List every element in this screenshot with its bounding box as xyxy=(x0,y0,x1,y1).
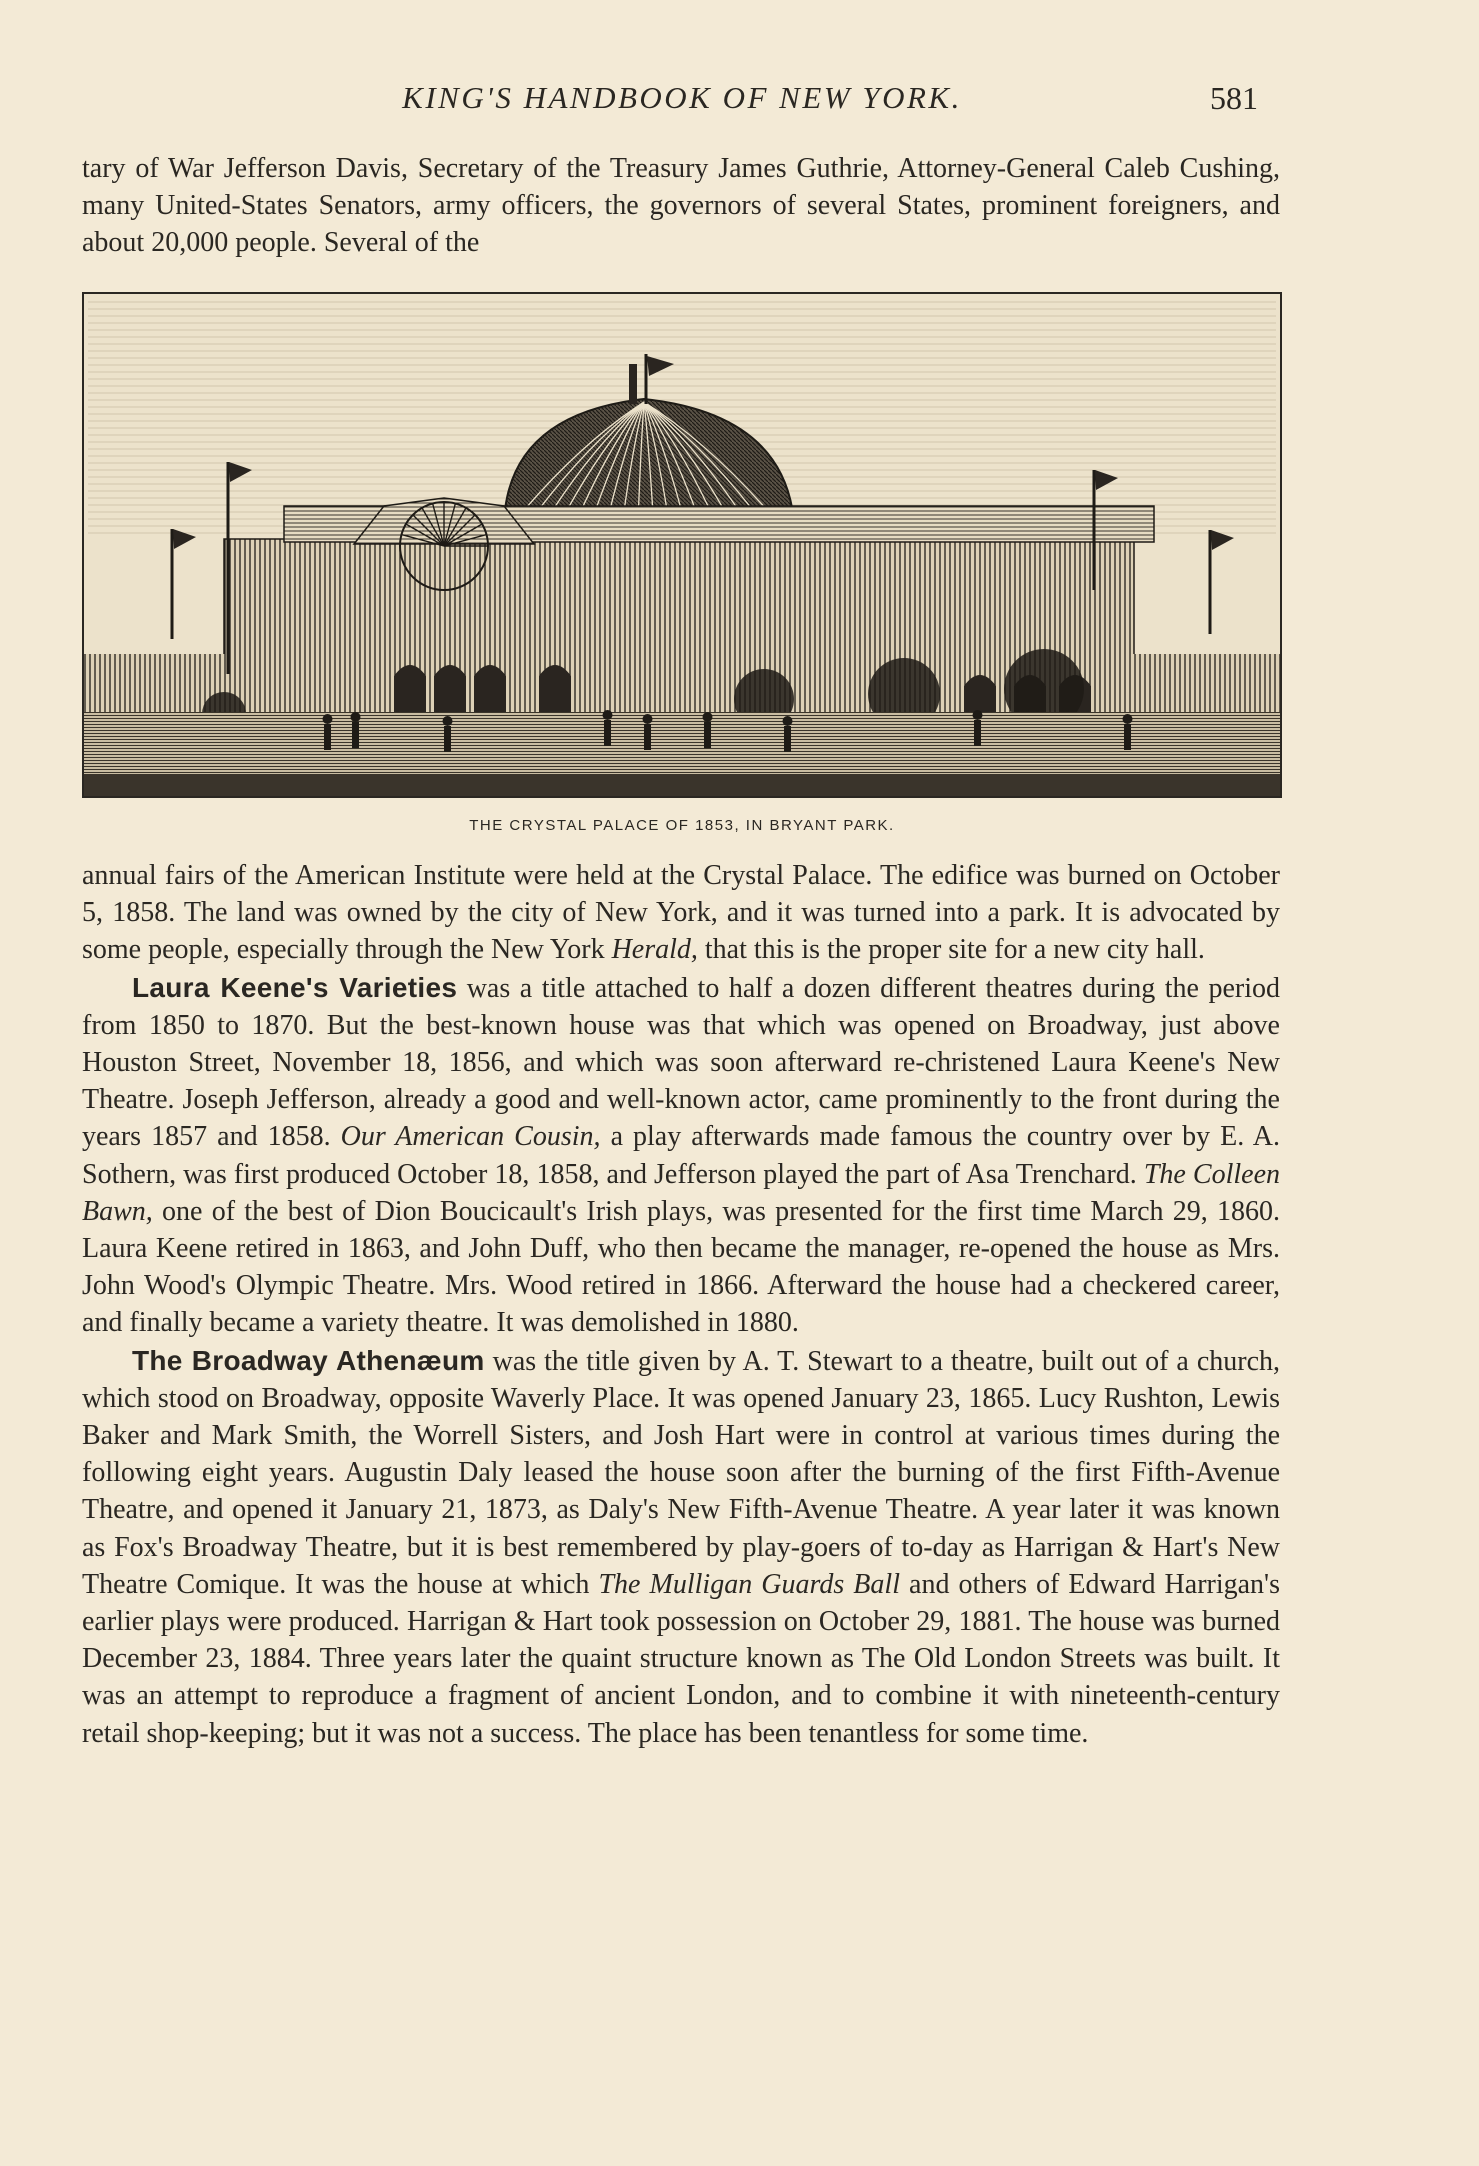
italic-title: Herald, xyxy=(611,934,698,966)
continued-paragraph xyxy=(82,150,1280,262)
italic-title: The Mulligan Guards Ball xyxy=(598,1568,900,1600)
run-in-heading: The Broadway Athenæum xyxy=(132,1344,485,1376)
page-number: 581 xyxy=(1210,80,1258,116)
paragraph-crystal-palace xyxy=(82,857,1280,969)
paragraph-text: a play afterwards made famous the country over by E. A. Sothern, was first produced October 18, 1858, and Jefferson played the part of Asa Trenchard. xyxy=(82,1121,1280,1190)
paragraph-text: and others of Edward Harrigan's earlier plays were produced. Harrigan & Hart took possession on October 29, 1881. The house was burned December 23, 1884. Three years later the quaint structure known as The Old London Streets was built. It was an attempt to reproduce a fragment of ancient London, and to combine it with nineteenth-century retail shop-keeping; but it was not a success. The place has been tenantless for some time. xyxy=(82,1568,1281,1749)
paragraph-text: that this is the proper site for a new city hall. xyxy=(697,934,1205,966)
italic-title: The Colleen Bawn, xyxy=(82,1158,1280,1227)
paragraph-text: was a title attached to half a dozen different theatres during the period from 1850 to 1870. But the best-known house was that which was opened on Broadway, just above Houston Street, November 18, 1856, and which was soon afterward re-christened Laura Keene's New Theatre. Joseph Jefferson, already a good and well-known actor, came prominently to the front during the years 1857 and 1858. xyxy=(82,972,1280,1153)
italic-title: Our American Cousin, xyxy=(340,1121,601,1153)
main-text xyxy=(82,857,1280,1752)
run-in-heading: Laura Keene's Varieties xyxy=(132,971,458,1003)
paragraph-text: annual fairs of the American Institute were held at the Crystal Palace. The edifice was burned on October 5, 1858. The land was owned by the city of New York, and it was turned into a park. It is advocated by some people, especially through the New York xyxy=(82,860,1280,966)
crystal-palace-engraving xyxy=(82,292,1282,798)
paragraph-laura-keene xyxy=(82,969,1280,1342)
paragraph-text: tary of War Jefferson Davis, Secretary of the Treasury James Guthrie, Attorney-General Caleb Cushing, many United-States Senators, army officers, the governors of several States, prominent foreigners, and about 20,000 people. Several of the xyxy=(82,153,1280,259)
paragraph-text: was the title given by A. T. Stewart to a theatre, built out of a church, which stood on Broadway, opposite Waverly Place. It was opened January 23, 1865. Lucy Rushton, Lewis Baker and Mark Smith, the Worrell Sisters, and Josh Hart were in control at various times during the following eight years. Augustin Daly leased the house soon after the burning of the first Fifth-Avenue Theatre, and opened it January 21, 1873, as Daly's New Fifth-Avenue Theatre. A year later it was known as Fox's Broadway Theatre, but it is best remembered by play-goers of to-day as Harrigan & Hart's New Theatre Comique. It was the house at which xyxy=(82,1345,1280,1600)
figure-caption: THE CRYSTAL PALACE OF 1853, IN BRYANT PARK. xyxy=(469,817,895,834)
paragraph-broadway-athenaeum xyxy=(82,1342,1280,1752)
running-title: KING'S HANDBOOK OF NEW YORK. xyxy=(402,80,962,115)
paragraph-text: one of the best of Dion Boucicault's Irish plays, was presented for the first time March 29, 1860. Laura Keene retired in 1863, and John Duff, who then became the manager, re-opened the house as Mrs. John Wood's Olympic Theatre. Mrs. Wood retired in 1866. Afterward the house had a checkered career, and finally became a variety theatre. It was demolished in 1880. xyxy=(82,1195,1280,1339)
